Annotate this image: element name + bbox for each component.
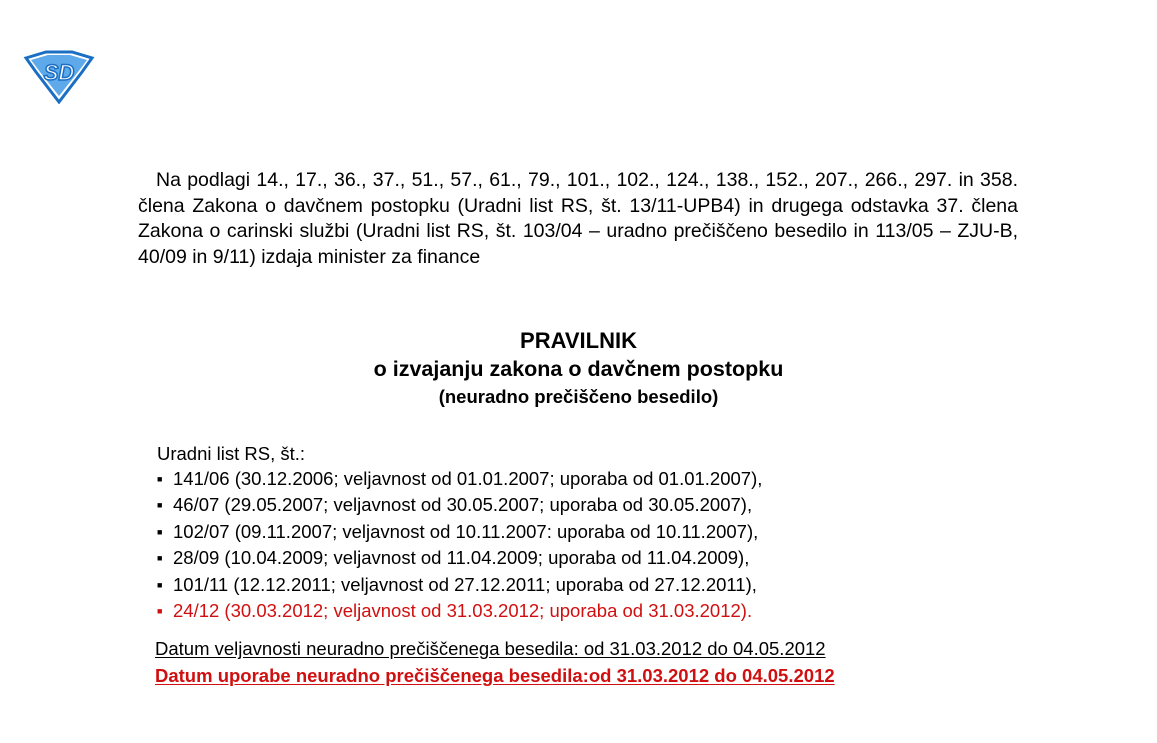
intro-text: Na podlagi 14., 17., 36., 37., 51., 57., 61., 79., 101., 102., 124., 138., 152., 207., 266., 297. in 358. člena Zakona o davčnem postopku (Uradni list RS, št. 13/11-UPB4) in drugega odstavka 37. člena Zakona o carinski službi (Uradni list RS, št. 103/04 – uradno prečiščeno besedilo in 113/05 – ZJU-B, 40/09 in 9/11) izdaja minister za finance — [138, 169, 1018, 268]
application-date: Datum uporabe neuradno prečiščenega besedila:od 31.03.2012 do 04.05.2012 — [155, 665, 835, 686]
list-item — [157, 492, 762, 518]
title-note: (neuradno prečiščeno besedilo) — [438, 386, 719, 407]
bullet-icon: ■ — [157, 500, 163, 511]
list-item — [157, 572, 762, 598]
list-item — [157, 545, 762, 571]
list-item-text: 24/12 (30.03.2012; veljavnost od 31.03.2012; uporaba od 31.03.2012). — [173, 600, 753, 622]
list-item-text: 101/11 (12.12.2011; veljavnost od 27.12.2011; uporaba od 27.12.2011), — [173, 573, 757, 595]
bullet-icon: ■ — [157, 553, 163, 564]
title-main: PRAVILNIK — [520, 328, 637, 353]
validity-date: Datum veljavnosti neuradno prečiščenega besedila: od 31.03.2012 do 04.05.2012 — [155, 638, 826, 659]
intro-paragraph — [138, 168, 1018, 270]
list-item — [157, 519, 762, 545]
dates-block — [155, 635, 835, 689]
bullet-icon: ■ — [157, 606, 163, 617]
gazette-label: Uradni list RS, št.: — [157, 443, 306, 464]
bullet-icon: ■ — [157, 474, 163, 484]
list-item-text: 28/09 (10.04.2009; veljavnost od 11.04.2009; uporaba od 11.04.2009), — [173, 547, 750, 569]
list-item-text: 46/07 (29.05.2007; veljavnost od 30.05.2007; uporaba od 30.05.2007), — [173, 494, 753, 516]
list-item-latest — [157, 598, 762, 624]
bullet-icon: ■ — [157, 579, 163, 590]
svg-text:SD: SD — [43, 60, 75, 85]
title-subtitle: o izvajanju zakona o davčnem postopku — [373, 357, 784, 381]
gazette-list — [157, 466, 762, 624]
list-item-text: 141/06 (30.12.2006; veljavnost od 01.01.2007; uporaba od 01.01.2007), — [173, 468, 763, 489]
list-item — [157, 466, 762, 492]
logo-sd — [22, 50, 96, 104]
list-item-text: 102/07 (09.11.2007; veljavnost od 10.11.2007: uporaba od 10.11.2007), — [173, 520, 759, 542]
document-title — [0, 327, 1157, 410]
bullet-icon: ■ — [157, 526, 163, 537]
